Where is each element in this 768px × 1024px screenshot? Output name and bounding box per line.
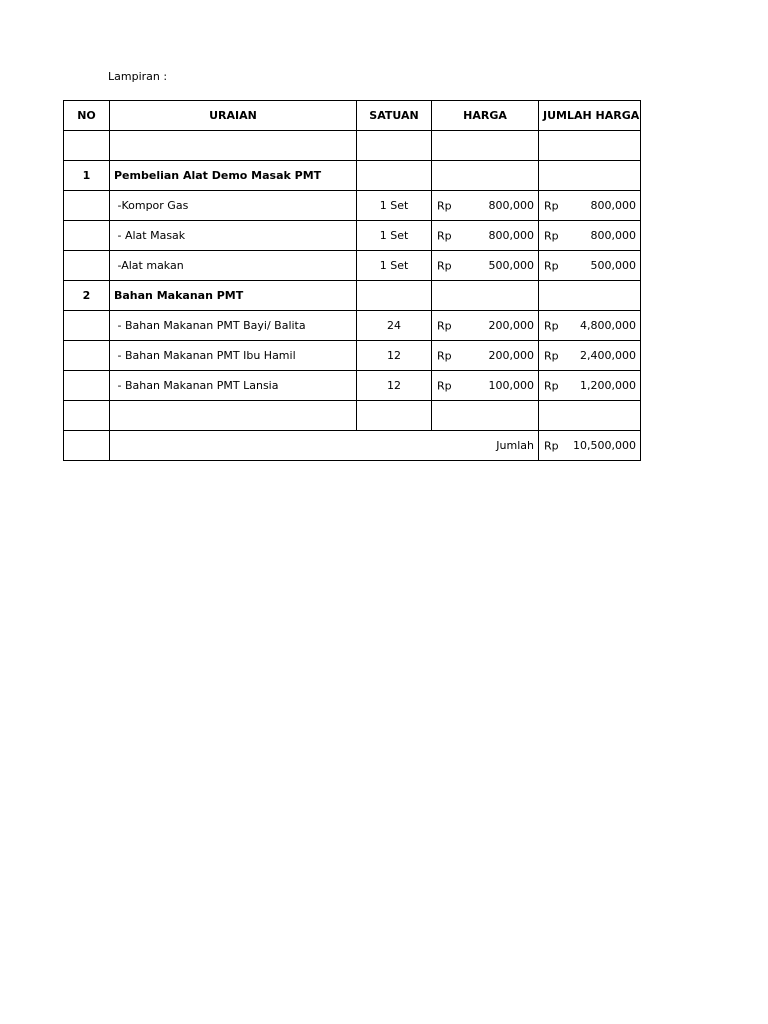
budget-table	[63, 100, 641, 461]
item-satuan: 24	[357, 311, 432, 341]
currency-label: Rp	[544, 229, 559, 242]
total-value: 10,500,000	[573, 439, 636, 452]
item-uraian: -Kompor Gas	[110, 191, 357, 221]
group-title: Bahan Makanan PMT	[110, 281, 357, 311]
jumlah-amount: 4,800,000	[580, 319, 636, 332]
table-row	[64, 371, 641, 401]
jumlah-amount: 800,000	[590, 199, 636, 212]
table-row	[64, 311, 641, 341]
item-jumlah	[539, 251, 641, 281]
harga-amount: 200,000	[488, 349, 534, 362]
empty-row	[64, 401, 641, 431]
total-label: Jumlah	[110, 431, 539, 461]
item-satuan: 1 Set	[357, 191, 432, 221]
harga-amount: 500,000	[488, 259, 534, 272]
group-title: Pembelian Alat Demo Masak PMT	[110, 161, 357, 191]
header-uraian: URAIAN	[110, 101, 357, 131]
jumlah-amount: 1,200,000	[580, 379, 636, 392]
currency-label: Rp	[437, 379, 452, 392]
group-row	[64, 161, 641, 191]
table-row	[64, 221, 641, 251]
item-uraian: - Bahan Makanan PMT Ibu Hamil	[110, 341, 357, 371]
item-harga	[432, 311, 539, 341]
currency-label: Rp	[544, 379, 559, 392]
harga-amount: 200,000	[488, 319, 534, 332]
item-harga	[432, 221, 539, 251]
currency-label: Rp	[437, 229, 452, 242]
total-amount	[539, 431, 641, 461]
item-harga	[432, 341, 539, 371]
item-jumlah	[539, 371, 641, 401]
attachment-caption: Lampiran :	[108, 70, 168, 83]
item-harga	[432, 371, 539, 401]
table-row	[64, 191, 641, 221]
currency-label: Rp	[437, 259, 452, 272]
total-row	[64, 431, 641, 461]
currency-label: Rp	[437, 319, 452, 332]
item-uraian: -Alat makan	[110, 251, 357, 281]
header-jumlah-harga: JUMLAH HARGA	[539, 101, 641, 131]
currency-label: Rp	[544, 199, 559, 212]
table-row	[64, 341, 641, 371]
header-row	[64, 101, 641, 131]
item-uraian: - Alat Masak	[110, 221, 357, 251]
harga-amount: 100,000	[488, 379, 534, 392]
jumlah-amount: 500,000	[590, 259, 636, 272]
item-satuan: 12	[357, 371, 432, 401]
item-uraian: - Bahan Makanan PMT Bayi/ Balita	[110, 311, 357, 341]
header-satuan: SATUAN	[357, 101, 432, 131]
header-no: NO	[64, 101, 110, 131]
item-jumlah	[539, 191, 641, 221]
jumlah-amount: 800,000	[590, 229, 636, 242]
currency-label: Rp	[544, 349, 559, 362]
item-satuan: 1 Set	[357, 251, 432, 281]
empty-row	[64, 131, 641, 161]
currency-label: Rp	[544, 259, 559, 272]
group-row	[64, 281, 641, 311]
table-row	[64, 251, 641, 281]
header-harga: HARGA	[432, 101, 539, 131]
group-no: 1	[64, 161, 110, 191]
currency-label: Rp	[544, 439, 559, 452]
item-jumlah	[539, 311, 641, 341]
jumlah-amount: 2,400,000	[580, 349, 636, 362]
group-no: 2	[64, 281, 110, 311]
currency-label: Rp	[437, 199, 452, 212]
item-satuan: 1 Set	[357, 221, 432, 251]
harga-amount: 800,000	[488, 199, 534, 212]
harga-amount: 800,000	[488, 229, 534, 242]
currency-label: Rp	[544, 319, 559, 332]
item-jumlah	[539, 221, 641, 251]
item-jumlah	[539, 341, 641, 371]
item-satuan: 12	[357, 341, 432, 371]
item-harga	[432, 191, 539, 221]
item-uraian: - Bahan Makanan PMT Lansia	[110, 371, 357, 401]
item-harga	[432, 251, 539, 281]
currency-label: Rp	[437, 349, 452, 362]
